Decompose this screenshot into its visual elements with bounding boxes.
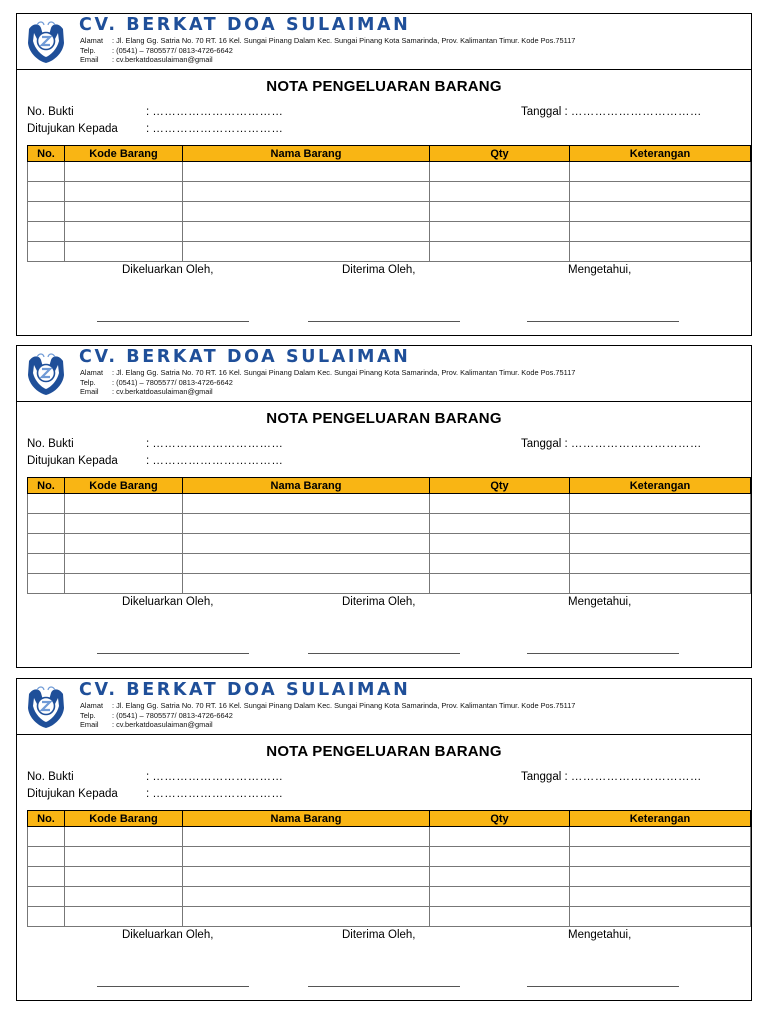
keterangan-cell[interactable] (570, 222, 751, 242)
colon: : (146, 123, 150, 135)
col-keterangan: Keterangan (570, 146, 751, 162)
signature-approved-label: Mengetahui, (568, 596, 632, 608)
ditujukan-dots: …………………………… (152, 123, 284, 135)
signature-line-approved[interactable] (527, 321, 679, 322)
nama-barang-cell[interactable] (183, 847, 430, 867)
no-cell[interactable] (28, 554, 65, 574)
company-name: CV. BERKAT DOA SULAIMAN (79, 15, 411, 35)
no-bukti-field[interactable] (146, 106, 283, 118)
kode-barang-cell[interactable] (65, 162, 183, 182)
no-cell[interactable] (28, 162, 65, 182)
keterangan-cell[interactable] (570, 827, 751, 847)
keterangan-cell[interactable] (570, 494, 751, 514)
table-row (28, 867, 751, 887)
nota-form (16, 678, 752, 1001)
contact-email (80, 720, 575, 730)
qty-cell[interactable] (430, 827, 570, 847)
table-row (28, 574, 751, 594)
table-row (28, 242, 751, 262)
keterangan-cell[interactable] (570, 182, 751, 202)
company-name: CV. BERKAT DOA SULAIMAN (79, 347, 411, 367)
col-nama-barang: Nama Barang (183, 811, 430, 827)
qty-cell[interactable] (430, 494, 570, 514)
nama-barang-cell[interactable] (183, 162, 430, 182)
contact-key: Telp. (80, 377, 96, 387)
qty-cell[interactable] (430, 887, 570, 907)
contact-key: Email (80, 720, 99, 729)
kode-barang-cell[interactable] (65, 867, 183, 887)
kode-barang-cell[interactable] (65, 202, 183, 222)
kode-barang-cell[interactable] (65, 847, 183, 867)
col-qty: Qty (430, 146, 570, 162)
kode-barang-cell[interactable] (65, 514, 183, 534)
no-cell[interactable] (28, 222, 65, 242)
tanggal-dots: …………………………… (570, 771, 702, 783)
qty-cell[interactable] (430, 554, 570, 574)
colon: : (146, 771, 150, 783)
keterangan-cell[interactable] (570, 867, 751, 887)
tanggal-label: Tanggal : (521, 771, 568, 783)
signature-received-label: Diterima Oleh, (342, 596, 416, 608)
form-title: NOTA PENGELUARAN BARANG (266, 743, 502, 760)
contact-address (80, 36, 575, 46)
no-cell[interactable] (28, 182, 65, 202)
hands-logo-icon (25, 19, 67, 65)
no-cell[interactable] (28, 202, 65, 222)
signature-approved-label: Mengetahui, (568, 929, 632, 941)
contact-value: : cv.berkatdoasulaiman@gmail (112, 387, 213, 396)
signature-line-issued[interactable] (97, 986, 249, 987)
col-keterangan: Keterangan (570, 811, 751, 827)
ditujukan-dots: …………………………… (152, 455, 284, 467)
colon: : (146, 788, 150, 800)
no-bukti-dots: …………………………… (152, 106, 284, 118)
contact-value: : Jl. Elang Gg. Satria No. 70 RT. 16 Kel. Sungai Pinang Dalam Kec. Sungai Pinang Kota Samarinda, Prov. Kalimantan Timur. Kode Pos.75117 (112, 36, 576, 45)
tanggal-label: Tanggal : (521, 106, 568, 118)
keterangan-cell[interactable] (570, 162, 751, 182)
contact-value: : Jl. Elang Gg. Satria No. 70 RT. 16 Kel. Sungai Pinang Dalam Kec. Sungai Pinang Kota Samarinda, Prov. Kalimantan Timur. Kode Pos.75117 (112, 368, 576, 377)
no-cell[interactable] (28, 242, 65, 262)
no-cell[interactable] (28, 827, 65, 847)
tanggal-field[interactable] (521, 438, 702, 450)
tanggal-label: Tanggal : (521, 438, 568, 450)
no-cell[interactable] (28, 887, 65, 907)
no-cell[interactable] (28, 494, 65, 514)
ditujukan-field[interactable] (146, 123, 283, 135)
form-title: NOTA PENGELUARAN BARANG (266, 78, 502, 95)
contact-key: Telp. (80, 710, 96, 720)
table-row (28, 162, 751, 182)
col-kode-barang: Kode Barang (65, 478, 183, 494)
letterhead (17, 14, 751, 70)
no-bukti-label: No. Bukti (27, 771, 74, 783)
company-contact (80, 36, 575, 65)
kode-barang-cell[interactable] (65, 534, 183, 554)
items-table (27, 810, 751, 927)
kode-barang-cell[interactable] (65, 242, 183, 262)
col-qty: Qty (430, 811, 570, 827)
signature-received-label: Diterima Oleh, (342, 264, 416, 276)
col-keterangan: Keterangan (570, 478, 751, 494)
nota-form (16, 345, 752, 668)
signature-line-approved[interactable] (527, 986, 679, 987)
contact-email (80, 55, 575, 65)
table-row (28, 222, 751, 242)
kode-barang-cell[interactable] (65, 907, 183, 927)
signature-issued-label: Dikeluarkan Oleh, (122, 929, 214, 941)
letterhead (17, 346, 751, 402)
kode-barang-cell[interactable] (65, 554, 183, 574)
contact-value: : Jl. Elang Gg. Satria No. 70 RT. 16 Kel. Sungai Pinang Dalam Kec. Sungai Pinang Kota Samarinda, Prov. Kalimantan Timur. Kode Pos.75117 (112, 701, 576, 710)
no-bukti-label: No. Bukti (27, 438, 74, 450)
contact-value: : (0541) – 7805577/ 0813-4726-6642 (112, 45, 233, 55)
no-cell[interactable] (28, 534, 65, 554)
company-contact (80, 701, 575, 730)
form-title: NOTA PENGELUARAN BARANG (266, 410, 502, 427)
keterangan-cell[interactable] (570, 202, 751, 222)
col-kode-barang: Kode Barang (65, 146, 183, 162)
contact-phone (80, 46, 575, 56)
keterangan-cell[interactable] (570, 514, 751, 534)
table-row (28, 827, 751, 847)
contact-key: Alamat (80, 368, 104, 377)
signature-line-received[interactable] (308, 986, 460, 987)
no-cell[interactable] (28, 514, 65, 534)
table-row (28, 887, 751, 907)
nama-barang-cell[interactable] (183, 494, 430, 514)
keterangan-cell[interactable] (570, 907, 751, 927)
nama-barang-cell[interactable] (183, 867, 430, 887)
kode-barang-cell[interactable] (65, 494, 183, 514)
table-header-row (28, 146, 751, 162)
kode-barang-cell[interactable] (65, 222, 183, 242)
no-bukti-field[interactable] (146, 438, 283, 450)
hands-logo-icon (25, 684, 67, 730)
letterhead (17, 679, 751, 735)
signature-line-received[interactable] (308, 321, 460, 322)
colon: : (146, 438, 150, 450)
signature-line-issued[interactable] (97, 321, 249, 322)
contact-key: Email (80, 55, 99, 64)
hands-logo-icon (25, 351, 67, 397)
signature-issued-label: Dikeluarkan Oleh, (122, 596, 214, 608)
contact-address (80, 701, 575, 711)
kode-barang-cell[interactable] (65, 887, 183, 907)
ditujukan-dots: …………………………… (152, 788, 284, 800)
contact-email (80, 387, 575, 397)
kode-barang-cell[interactable] (65, 182, 183, 202)
col-no: No. (28, 811, 65, 827)
col-nama-barang: Nama Barang (183, 478, 430, 494)
contact-key: Alamat (80, 36, 104, 45)
items-table (27, 145, 751, 262)
ditujukan-label: Ditujukan Kepada (27, 788, 118, 800)
tanggal-dots: …………………………… (570, 106, 702, 118)
qty-cell[interactable] (430, 222, 570, 242)
qty-cell[interactable] (430, 867, 570, 887)
qty-cell[interactable] (430, 534, 570, 554)
table-row (28, 534, 751, 554)
no-cell[interactable] (28, 847, 65, 867)
no-cell[interactable] (28, 574, 65, 594)
contact-value: : cv.berkatdoasulaiman@gmail (112, 55, 213, 64)
keterangan-cell[interactable] (570, 847, 751, 867)
col-qty: Qty (430, 478, 570, 494)
ditujukan-field[interactable] (146, 788, 283, 800)
nama-barang-cell[interactable] (183, 222, 430, 242)
keterangan-cell[interactable] (570, 534, 751, 554)
nama-barang-cell[interactable] (183, 202, 430, 222)
nama-barang-cell[interactable] (183, 887, 430, 907)
table-row (28, 847, 751, 867)
signature-line-approved[interactable] (527, 653, 679, 654)
nama-barang-cell[interactable] (183, 514, 430, 534)
table-row (28, 202, 751, 222)
ditujukan-label: Ditujukan Kepada (27, 455, 118, 467)
kode-barang-cell[interactable] (65, 574, 183, 594)
contact-value: : cv.berkatdoasulaiman@gmail (112, 720, 213, 729)
nota-form (16, 13, 752, 336)
qty-cell[interactable] (430, 847, 570, 867)
qty-cell[interactable] (430, 182, 570, 202)
no-bukti-field[interactable] (146, 771, 283, 783)
no-bukti-dots: …………………………… (152, 771, 284, 783)
qty-cell[interactable] (430, 202, 570, 222)
contact-value: : (0541) – 7805577/ 0813-4726-6642 (112, 377, 233, 387)
kode-barang-cell[interactable] (65, 827, 183, 847)
contact-key: Email (80, 387, 99, 396)
col-no: No. (28, 478, 65, 494)
table-row (28, 182, 751, 202)
ditujukan-label: Ditujukan Kepada (27, 123, 118, 135)
qty-cell[interactable] (430, 242, 570, 262)
signature-issued-label: Dikeluarkan Oleh, (122, 264, 214, 276)
company-contact (80, 368, 575, 397)
company-name: CV. BERKAT DOA SULAIMAN (79, 680, 411, 700)
table-row (28, 514, 751, 534)
qty-cell[interactable] (430, 574, 570, 594)
nama-barang-cell[interactable] (183, 554, 430, 574)
keterangan-cell[interactable] (570, 574, 751, 594)
tanggal-dots: …………………………… (570, 438, 702, 450)
col-nama-barang: Nama Barang (183, 146, 430, 162)
items-body (28, 494, 751, 594)
table-row (28, 494, 751, 514)
ditujukan-field[interactable] (146, 455, 283, 467)
contact-phone (80, 711, 575, 721)
no-cell[interactable] (28, 867, 65, 887)
contact-key: Telp. (80, 45, 96, 55)
signature-line-issued[interactable] (97, 653, 249, 654)
no-bukti-dots: …………………………… (152, 438, 284, 450)
colon: : (146, 455, 150, 467)
nama-barang-cell[interactable] (183, 182, 430, 202)
col-no: No. (28, 146, 65, 162)
qty-cell[interactable] (430, 907, 570, 927)
col-kode-barang: Kode Barang (65, 811, 183, 827)
items-body (28, 827, 751, 927)
nama-barang-cell[interactable] (183, 574, 430, 594)
no-bukti-label: No. Bukti (27, 106, 74, 118)
nama-barang-cell[interactable] (183, 242, 430, 262)
contact-value: : (0541) – 7805577/ 0813-4726-6642 (112, 710, 233, 720)
contact-address (80, 368, 575, 378)
signature-approved-label: Mengetahui, (568, 264, 632, 276)
items-body (28, 162, 751, 262)
nama-barang-cell[interactable] (183, 827, 430, 847)
contact-phone (80, 378, 575, 388)
signature-line-received[interactable] (308, 653, 460, 654)
items-table (27, 477, 751, 594)
contact-key: Alamat (80, 701, 104, 710)
colon: : (146, 106, 150, 118)
keterangan-cell[interactable] (570, 554, 751, 574)
table-row (28, 554, 751, 574)
tanggal-field[interactable] (521, 771, 702, 783)
signature-received-label: Diterima Oleh, (342, 929, 416, 941)
nama-barang-cell[interactable] (183, 907, 430, 927)
tanggal-field[interactable] (521, 106, 702, 118)
table-row (28, 907, 751, 927)
qty-cell[interactable] (430, 514, 570, 534)
nama-barang-cell[interactable] (183, 534, 430, 554)
no-cell[interactable] (28, 907, 65, 927)
keterangan-cell[interactable] (570, 242, 751, 262)
table-header-row (28, 811, 751, 827)
keterangan-cell[interactable] (570, 887, 751, 907)
qty-cell[interactable] (430, 162, 570, 182)
table-header-row (28, 478, 751, 494)
